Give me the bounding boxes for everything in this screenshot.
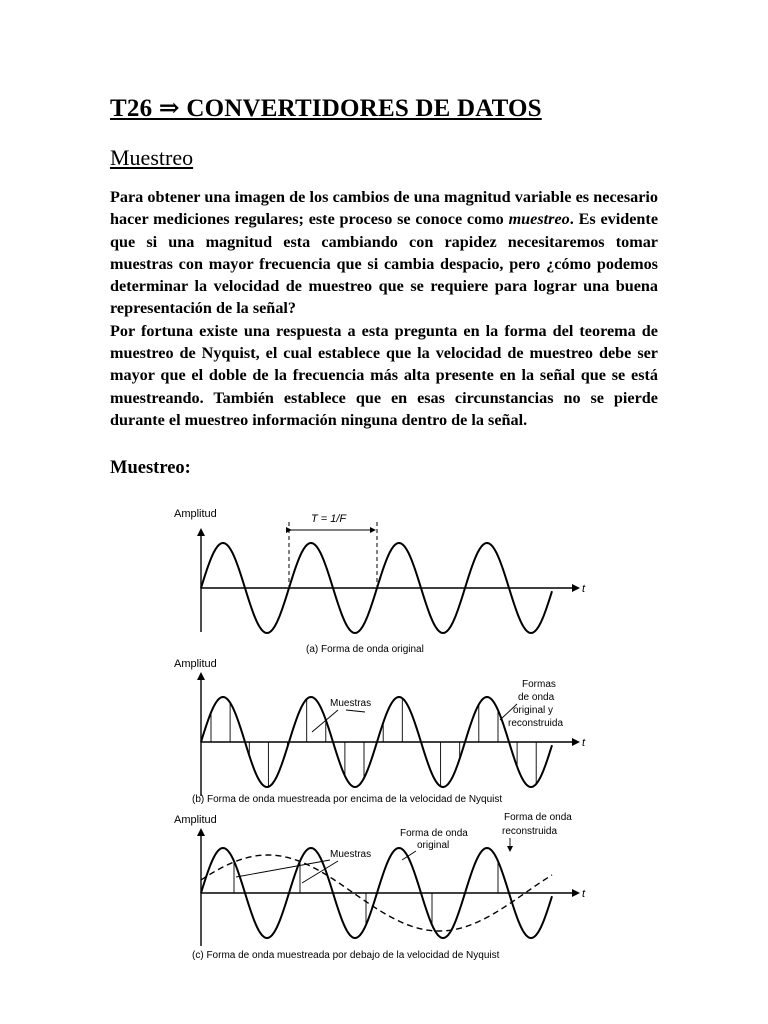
- period-label: T = 1/F: [311, 513, 347, 525]
- panel-c-original-label-line-2: original: [417, 840, 450, 851]
- panel-c-reconstructed-label-line-2: reconstruida: [502, 826, 558, 837]
- panel-b-waves-label-line-3: original y: [513, 705, 554, 716]
- panel-c-y-label: Amplitud: [174, 814, 217, 826]
- panel-c-original-label: [400, 828, 471, 851]
- sampling-figure: [170, 500, 600, 970]
- panel-c-reconstructed-label-line-1: Forma de onda: [504, 812, 572, 823]
- paragraph-2: Por fortuna existe una respuesta a esta pregunta en la forma del teorema de muestreo de Nyquist, el cual establece que la velocidad de muestreo debe ser mayor que el doble de la frecuencia más alta presente en la señal que se está muestreando. También establece que en esas circunstancias no se pierde durante el muestreo información ninguna dentro de la señal.: [110, 321, 658, 429]
- panel-b-waves-label-line-2: de onda: [518, 692, 555, 703]
- panel-b-x-label: t: [582, 737, 586, 749]
- panel-b-samples-label: Muestras: [330, 698, 372, 709]
- panel-c-reconstructed-label: [502, 812, 575, 837]
- paragraph-1-end: . Es evidente que si una magnitud esta cambiando con rapidez necesitaremos tomar muestras con mayor frecuencia que si cambia despacio, pero ¿cómo podemos determinar la velocidad de muestreo que se requiere para lograr una buena representación de la señal?: [110, 210, 659, 318]
- panel-c-x-label: t: [582, 888, 586, 900]
- paragraph-1-start: Para obtener una imagen de los cambios de una magnitud variable es necesario hacer mediciones regulares; este proceso se conoce como: [110, 188, 658, 229]
- emphasis-term: muestreo: [508, 210, 570, 229]
- page-title: T26 ⇒ CONVERTIDORES DE DATOS: [110, 95, 542, 122]
- panel-b: [174, 658, 586, 805]
- panel-b-samples-pointer-2: [346, 710, 365, 712]
- panel-b-waves-label-line-4: reconstruida: [508, 718, 564, 729]
- paragraph-1: [110, 186, 658, 320]
- panel-a-caption: (a) Forma de onda original: [306, 644, 424, 655]
- panel-b-caption: (b) Forma de onda muestreada por encima de la velocidad de Nyquist: [192, 794, 503, 805]
- panel-c-samples-label: Muestras: [330, 849, 372, 860]
- panel-b-y-label: Amplitud: [174, 658, 217, 670]
- panel-b-waves-label: [508, 679, 563, 729]
- panel-c: [174, 812, 586, 961]
- panel-b-samples-pointer-1: [312, 710, 338, 732]
- sampling-diagram: [170, 500, 600, 970]
- section-heading: Muestreo: [110, 145, 194, 170]
- panel-a: [174, 508, 586, 655]
- panel-c-caption: (c) Forma de onda muestreada por debajo de la velocidad de Nyquist: [192, 950, 500, 961]
- body-text: [110, 186, 658, 431]
- panel-c-original-label-line-1: Forma de onda: [400, 828, 468, 839]
- panel-a-y-label: Amplitud: [174, 508, 217, 520]
- panel-a-x-label: t: [582, 583, 586, 595]
- panel-b-waves-label-line-1: Formas: [522, 679, 556, 690]
- figure-heading: Muestreo:: [110, 458, 191, 478]
